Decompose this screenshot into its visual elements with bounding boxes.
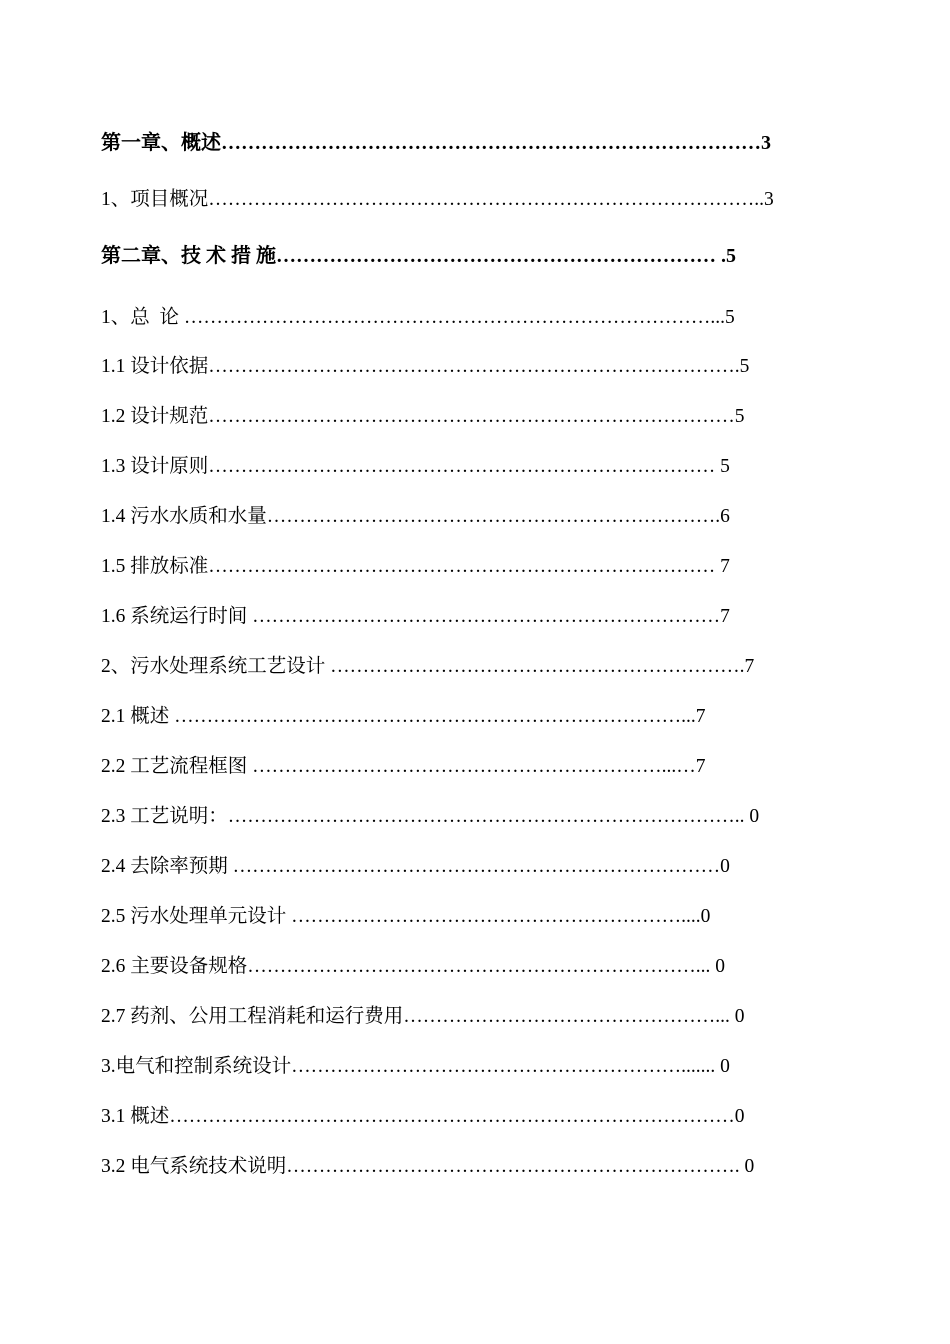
toc-entry-1-4: 1.4 污水水质和水量…………………………………………………………….6 — [101, 506, 730, 527]
toc-entry-1-2: 1.2 设计规范………………………………………………………………………5 — [101, 406, 745, 427]
toc-entry-3-1: 3.1 概述……………………………………………………………………………0 — [101, 1106, 745, 1127]
toc-entry-chapter-2: 第二章、技 术 措 施………………………………………………………… .5 — [101, 245, 736, 267]
toc-entry-1-1: 1.1 设计依据……………………………………………………………………….5 — [101, 356, 750, 377]
toc-entry-2-2: 2.2 工艺流程框图 ………………………………………………………...…7 — [101, 756, 706, 777]
toc-entry-3-2: 3.2 电气系统技术说明……………………………………………………………. 0 — [101, 1156, 755, 1177]
toc-entry-2-6: 2.6 主要设备规格……………………………………………………………... 0 — [101, 956, 726, 977]
toc-entry-2: 2、污水处理系统工艺设计 ……………………………………………………….7 — [101, 656, 755, 677]
toc-entry-1-6: 1.6 系统运行时间 ………………………………………………………………7 — [101, 606, 730, 627]
toc-entry-3: 3.电气和控制系统设计……………………………………………………....... 0 — [101, 1056, 730, 1077]
toc-entry-1-5: 1.5 排放标准…………………………………………………………………… 7 — [101, 556, 730, 577]
toc-entry-2-3: 2.3 工艺说明：…………………………………………………………………….. 0 — [101, 806, 760, 827]
table-of-contents — [101, 128, 831, 1182]
toc-entry-2-4: 2.4 去除率预期 …………………………………………………………………0 — [101, 856, 730, 877]
toc-entry-1-general: 1、总 论 ………………………………………………………………………...5 — [101, 307, 735, 328]
toc-entry-1-3: 1.3 设计原则…………………………………………………………………… 5 — [101, 456, 730, 477]
toc-entry-chapter-1: 第一章、概述………………………………………………………………………3 — [101, 132, 771, 154]
toc-entry-2-5: 2.5 污水处理单元设计 ……………………………………………………....0 — [101, 906, 711, 927]
toc-entry-2-7: 2.7 药剂、公用工程消耗和运行费用…………………………………………... 0 — [101, 1006, 745, 1027]
toc-entry-2-1: 2.1 概述 ……………………………………………………………………...7 — [101, 706, 706, 727]
toc-entry-1: 1、项目概况…………………………………………………………………………..3 — [101, 189, 774, 210]
